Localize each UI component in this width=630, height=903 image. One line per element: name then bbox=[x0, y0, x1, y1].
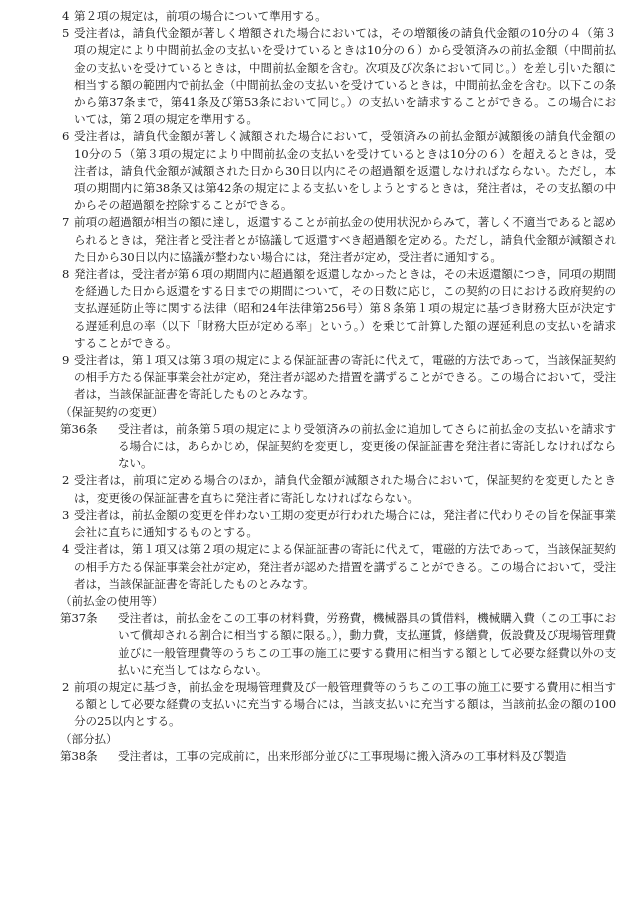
paragraph-number: 5 bbox=[62, 26, 70, 41]
paragraph-35-7 bbox=[62, 214, 616, 266]
article-38 bbox=[60, 748, 616, 765]
paragraph-text: 受注者は，前項に定める場合のほか，請負代金額が減額された場合において，保証契約を変更したときは，変更後の保証証書を直ちに発注者に寄託しなければならない。 bbox=[74, 473, 616, 505]
article-number: 第36条 bbox=[60, 421, 98, 436]
paragraph-text: 発注者は，受注者が第６項の期間内に超過額を返還しなかったときは，その未返還額につき，同項の期間を経過した日から返還をする日までの期間について，その日数に応じ，この契約の日における政府契約の支払遅延防止等に関する法律（昭和24年法律第256号）第８条第１項の規定に基づき財務大臣が決定する遅延利息の率（以下「財務大臣が定める率」という。）を乗じて計算した額の遅延利息の支払いを請求することができる。 bbox=[74, 267, 616, 350]
paragraph-text: 前項の超過額が相当の額に達し，返還することが前払金の使用状況からみて，著しく不適当であると認められるときは，発注者と受注者とが協議して返還すべき超過額を定める。ただし，請負代金額が減額された日から30日以内に協議が整わない場合には，発注者が定め，受注者に通知する。 bbox=[74, 215, 616, 264]
paragraph-number: 2 bbox=[62, 679, 70, 694]
paragraph-text: 受注者は，前払金額の変更を伴わない工期の変更が行われた場合には，発注者に代わりその旨を保証事業会社に直ちに通知するものとする。 bbox=[74, 507, 616, 540]
paragraph-37-2 bbox=[62, 679, 616, 731]
article-caption-38: （部分払） bbox=[60, 731, 118, 746]
paragraph-35-8 bbox=[62, 266, 616, 352]
paragraph-36-2 bbox=[62, 472, 616, 506]
paragraph-35-6 bbox=[62, 128, 616, 214]
paragraph-text: 受注者は，請負代金額が著しく減額された場合において，受領済みの前払金額が減額後の請負代金額の10分の５（第３項の規定により中間前払金の支払いを受けているときは10分の６）を超えるときは，受注者は，請負代金額が減額された日から30日以内にその超過額を返還しなければならない。ただし，本項の期間内に第38条又は第42条の規定による支払いをしようとするときは，発注者は，その支払額の中からその超過額を控除することができる。 bbox=[74, 129, 616, 213]
article-37 bbox=[60, 610, 616, 679]
paragraph-number: 4 bbox=[62, 9, 70, 23]
paragraph-number: 9 bbox=[62, 353, 70, 368]
paragraph-text: 第２項の規定は，前項の場合について準用する。 bbox=[74, 9, 327, 23]
paragraph-number: 2 bbox=[62, 473, 70, 488]
paragraph-number: 8 bbox=[62, 267, 70, 282]
article-caption-37: （前払金の使用等） bbox=[60, 593, 164, 608]
article-36 bbox=[60, 421, 616, 473]
paragraph-text: 前項の規定に基づき，前払金を現場管理費及び一般管理費等のうちこの工事の施工に要する費用に相当する額として必要な経費の支払いに充当する場合には，当該支払いに充当する額は，当該前払金の額の100分の25以内とする。 bbox=[74, 679, 616, 729]
paragraph-number: 7 bbox=[62, 215, 70, 230]
paragraph-text: 受注者は，請負代金額が著しく増額された場合においては，その増額後の請負代金額の10分の４（第３項の規定により中間前払金の支払いを受けているときは10分の６）から受領済みの前払金額（中間前払金の支払いを受けているときは，中間前払金額を含む。次項及び次条において同じ。）を差し引いた額に相当する額の範囲内で前払金（中間前払金の支払いを受けているときは，中間前払金を含む。以下この条から第37条まで，第41条及び第53条において同じ。）の支払いを請求することができる。この場合においては，第２項の規定を準用する。 bbox=[74, 26, 616, 127]
paragraph-text: 受注者は，第１項又は第２項の規定による保証証書の寄託に代えて，電磁的方法であって，当該保証契約の相手方たる保証事業会社が定め，発注者が認めた措置を講ずることができる。この場合において，受注者は，当該保証証書を寄託したものとみなす。 bbox=[74, 542, 616, 591]
paragraph-number: 4 bbox=[62, 542, 70, 557]
paragraph-35-9 bbox=[62, 352, 616, 404]
article-caption-36: （保証契約の変更） bbox=[60, 404, 164, 419]
article-number: 第37条 bbox=[60, 611, 98, 626]
paragraph-36-4 bbox=[62, 541, 616, 593]
paragraph-36-3 bbox=[62, 507, 616, 541]
paragraph-35-5 bbox=[62, 25, 616, 128]
paragraph-text: 受注者は，第１項又は第３項の規定による保証証書の寄託に代えて，電磁的方法であって，当該保証契約の相手方たる保証事業会社が定め，発注者が認めた措置を講ずることができる。この場合において，受注者は，当該保証証書を寄託したものとみなす。 bbox=[74, 353, 616, 402]
article-text: 受注者は，工事の完成前に，出来形部分並びに工事現場に搬入済みの工事材料及び製造 bbox=[118, 748, 567, 763]
paragraph-35-4 bbox=[62, 8, 616, 25]
article-text: 受注者は，前条第５項の規定により受領済みの前払金に追加してさらに前払金の支払いを請求する場合には，あらかじめ，保証契約を変更し，変更後の保証証書を発注者に寄託しなければならない。 bbox=[118, 421, 616, 471]
paragraph-number: 6 bbox=[62, 129, 70, 144]
article-text: 受注者は，前払金をこの工事の材料費，労務費，機械器具の賃借料，機械購入費（この工事において償却される割合に相当する額に限る。），動力費，支払運賃，修繕費，仮設費及び現場管理費並びに一般管理費等のうちこの工事の施工に要する費用に相当する額として必要な経費以外の支払いに充当してはならない。 bbox=[118, 611, 616, 677]
article-number: 第38条 bbox=[60, 748, 98, 763]
paragraph-number: 3 bbox=[62, 507, 70, 522]
